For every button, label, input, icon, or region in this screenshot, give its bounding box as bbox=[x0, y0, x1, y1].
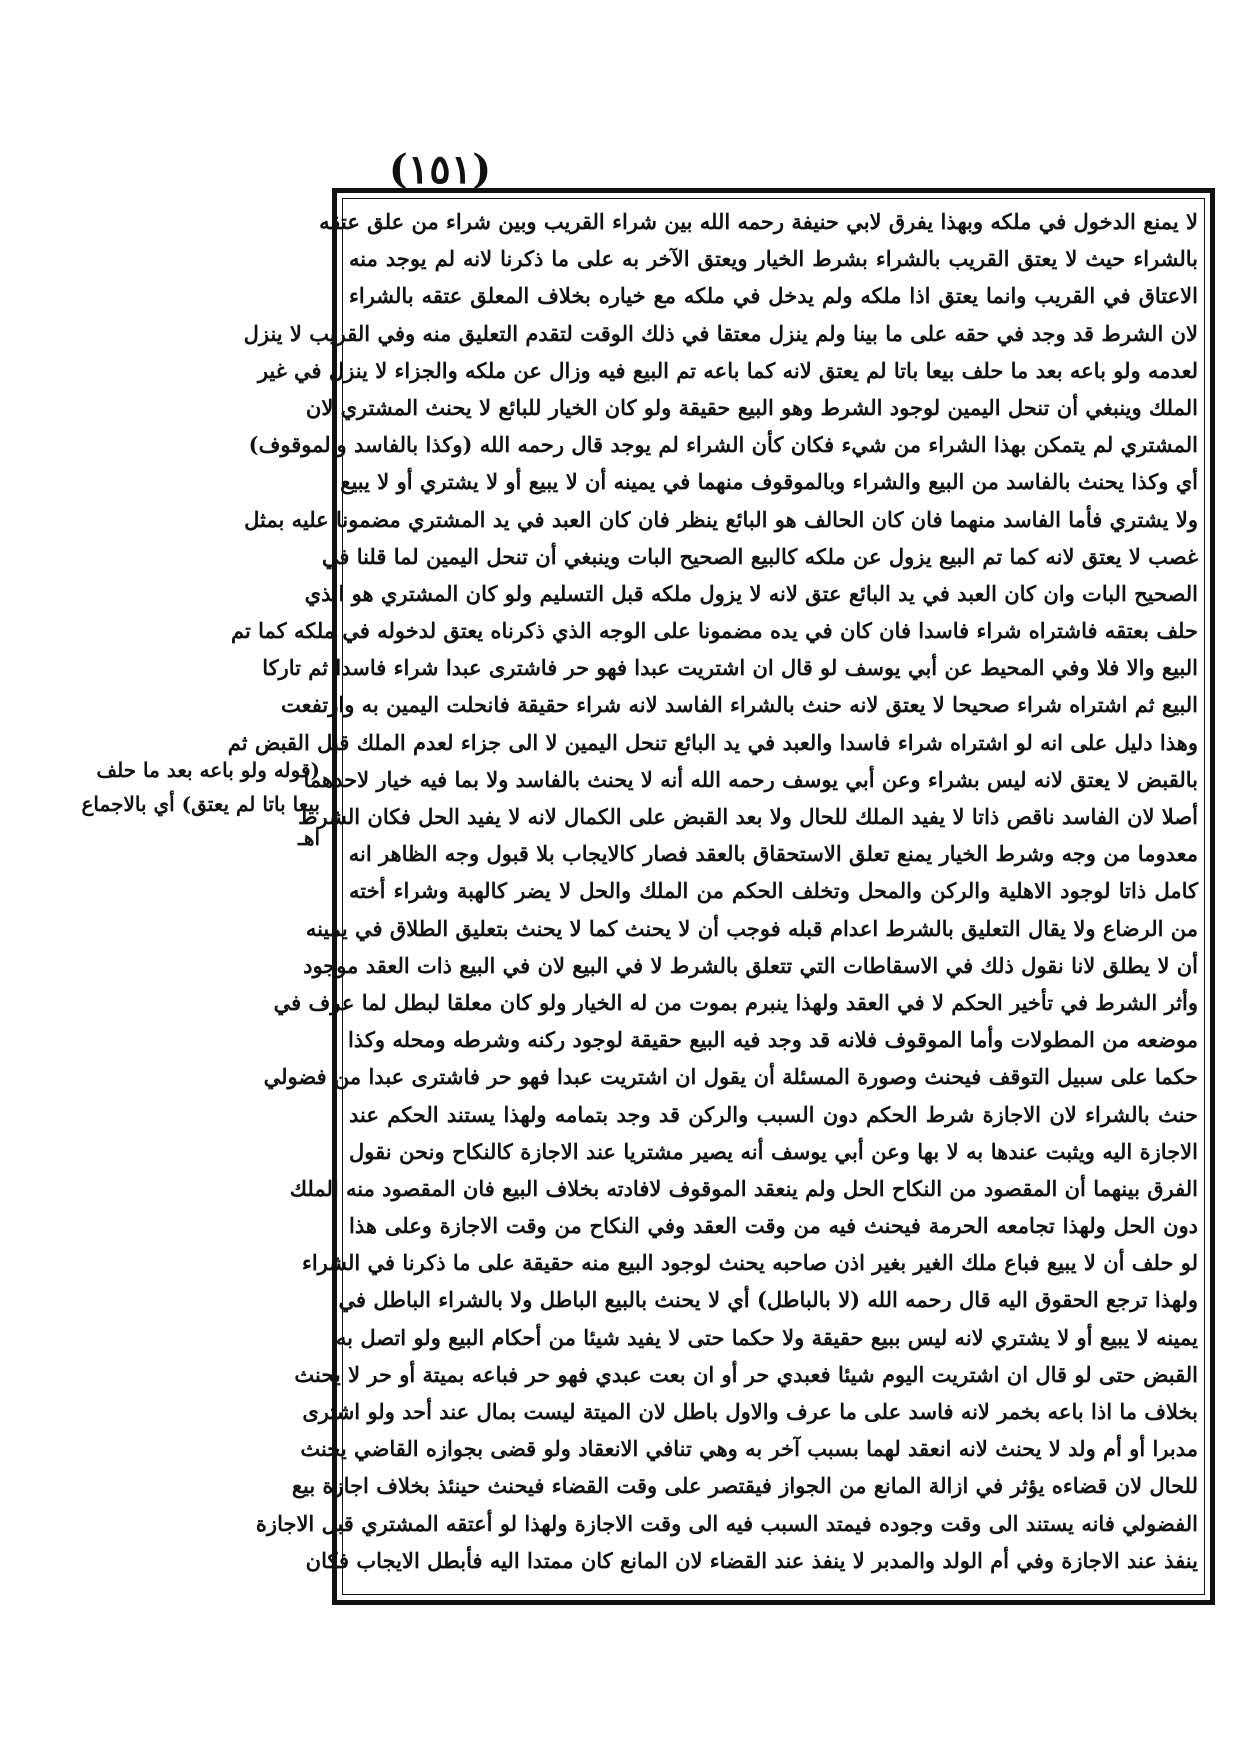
text-line: أصلا لان الفاسد ناقص ذاتا لا يفيد الملك للحال ولا بعد القبض على الكمال لانه لا يفيد الحل فكان الشرط bbox=[298, 804, 1198, 829]
text-line: بخلاف ما اذا باعه بخمر لانه فاسد على ما عرف والاول باطل لان الميتة ليست بمال عند أحد ولو اشترى bbox=[302, 1399, 1198, 1424]
text-line: معدوما من وجه وشرط الخيار يمنع تعلق الاستحقاق بالعقد فصار كالايجاب بلا قبول وجه الظاهر انه bbox=[348, 841, 1198, 867]
text-line: للحال لان قضاءه يؤثر في ازالة المانع من الجواز فيقتصر على وقت القضاء فيحنث حينئذ بخلاف اجازة بيع bbox=[291, 1473, 1198, 1499]
text-line: البيع ثم اشتراه شراء صحيحا لا يعتق لانه حنث بالشراء الفاسد لانه شراء حقيقة فانحلت اليمين به وارتفعت bbox=[281, 692, 1198, 718]
text-line: البيع والا فلا وفي المحيط عن أبي يوسف لو قال ان اشتريت عبدا فهو حر فاشترى عبدا شراء فاسدا ثم تاركا bbox=[262, 655, 1198, 681]
text-line: لان الشرط قد وجد في حقه على ما بينا ولم ينزل معتقا في ذلك الوقت لتقدم التعليق منه وفي القريب لا ينزل bbox=[243, 320, 1198, 346]
text-line: ينفذ عند الاجازة وفي أم الولد والمدبر لا ينفذ عند القضاء لان المانع كان ممتدا اليه فأبطل الايجاب فكان bbox=[305, 1547, 1198, 1573]
text-line: يمينه لا يبيع أو لا يشتري لانه ليس ببيع حقيقة ولا حكما حتى لا يفيد شيئا من أحكام البيع ولو اتصل به bbox=[335, 1324, 1198, 1350]
text-line: المشتري لم يتمكن بهذا الشراء من شيء فكان كأن الشراء لم يوجد قال رحمه الله (وكذا بالفاسد والموقوف) bbox=[248, 432, 1198, 458]
page-number: (١٥١) bbox=[388, 146, 492, 193]
text-line: كامل ذاتا لوجود الاهلية والركن والمحل وتخلف الحكم من الملك والحل لا يضر كالهبة وشراء أخته bbox=[349, 878, 1198, 904]
text-line: الفرق بينهما أن المقصود من النكاح الحل ولم ينعقد الموقوف لافادته بخلاف البيع فان المقصود منه الملك bbox=[289, 1175, 1198, 1201]
margin-note bbox=[81, 753, 320, 855]
text-line: أن لا يطلق لانا نقول ذلك في الاسقاطات التي تتعلق بالشرط لا في البيع لان في البيع ذات العقد موجود bbox=[303, 952, 1198, 978]
text-line: مدبرا أو أم ولد لا يحنث لانه انعقد لهما بسبب آخر به وهي تنافي الانعقاد ولو قضى بجوازه القاضي يحنث bbox=[300, 1436, 1198, 1462]
text-line: أي وكذا يحنث بالفاسد من البيع والشراء وبالموقوف منهما في يمينه أن لا يبيع أو لا يشتري أو لا يبيع bbox=[340, 469, 1198, 495]
text-line: ولا يشتري فأما الفاسد منهما فان كان الحالف هو البائع ينظر فان كان العبد في يد المشتري مضمونا عليه بمثل bbox=[244, 506, 1198, 532]
text-line: الملك وينبغي أن تنحل اليمين لوجود الشرط وهو البيع حقيقة ولو كان الخيار للبائع لا يحنث المشتري لان bbox=[305, 394, 1198, 420]
text-line: الاعتاق في القريب وانما يعتق اذا ملكه ولم يدخل في ملكه مع خياره بخلاف المعلق عتقه بالشراء bbox=[349, 283, 1198, 309]
text-line: حلف بعتقه فاشتراه شراء فاسدا فان كان في يده مضمونا على الوجه الذي ذكرناه يعتق لدخوله في ملكه كما تم bbox=[230, 618, 1198, 644]
text-line: القبض حتى لو قال ان اشتريت اليوم شيئا فعبدي حر أو ان بعت عبدي فهو حر فباعه بميتة أو حر لا يحنث bbox=[294, 1361, 1198, 1387]
text-line: من الرضاع ولا يقال التعليق بالشرط اعدام قبله فوجب أن لا يحنث كما لا يحنث بتعليق الطلاق في يمينه bbox=[305, 915, 1198, 941]
margin-note-line: (قوله ولو باعه بعد ما حلف bbox=[96, 758, 320, 782]
text-line: حكما على سبيل التوقف فيحنث وصورة المسئلة أن يقول ان اشتريت عبدا فهو حر فاشترى عبدا من فضولي bbox=[263, 1064, 1198, 1090]
text-line: لعدمه ولو باعه بعد ما حلف بيعا باتا لم يعتق لانه كما باعه تم البيع فيه وزال عن ملكه والجزاء لا ينزل في غير bbox=[257, 357, 1198, 383]
text-line: لا يمنع الدخول في ملكه وبهذا يفرق لابي حنيفة رحمه الله بين شراء القريب وبين شراء من علق عتقه bbox=[319, 209, 1198, 234]
text-line: بالشراء حيث لا يعتق القريب بالشراء بشرط الخيار ويعتق الآخر به على ما ذكرنا لانه لم يوجد منه bbox=[349, 246, 1198, 272]
text-line: غصب لا يعتق لانه كما تم البيع يزول عن ملكه كالبيع الصحيح البات وينبغي أن تنحل اليمين لما قلنا في bbox=[321, 543, 1198, 569]
text-line: لو حلف أن لا يبيع فباع ملك الغير بغير اذن صاحبه يحنث لوجود البيع منه حقيقة على ما ذكرنا في الشراء bbox=[301, 1250, 1198, 1276]
text-line: الصحيح البات وان كان العبد في يد البائع عتق لانه لا يزول ملكه قبل التسليم ولو كان المشتري هو الذي bbox=[304, 580, 1198, 606]
text-line: دون الحل ولهذا تجامعه الحرمة فيحنث فيه من وقت العقد وفي النكاح من وقت الاجازة وعلى هذا bbox=[349, 1213, 1198, 1239]
text-line: ولهذا ترجع الحقوق اليه قال رحمه الله (لا بالباطل) أي لا يحنث بالبيع الباطل ولا بالشراء الباطل في bbox=[338, 1287, 1198, 1313]
margin-note-line: اهـ bbox=[298, 826, 320, 850]
text-line: حنث بالشراء لان الاجازة شرط الحكم دون السبب والركن قد وجد بتمامه ولهذا يستند الحكم عند bbox=[349, 1101, 1198, 1127]
text-line: وأثر الشرط في تأخير الحكم لا في العقد ولهذا ينبرم بموت من له الخيار ولو كان معلقا لبطل لما عرف في bbox=[273, 989, 1198, 1015]
text-line: بالقبض لا يعتق لانه ليس بشراء وعن أبي يوسف رحمه الله أنه لا يحنث بالفاسد ولا بما فيه خيار لاحدهما bbox=[303, 766, 1198, 792]
margin-note-line: بيعا باتا لم يعتق) أي بالاجماع bbox=[81, 792, 320, 816]
text-line: موضعه من المطولات وأما الموقوف فلانه قد وجد فيه البيع حقيقة لوجود ركنه وشرطه ومحله وكذا bbox=[348, 1027, 1198, 1053]
text-line: الاجازة اليه ويثبت عندها به لا بها وعن أبي يوسف أنه يصير مشتريا عند الاجازة كالنكاح ونحن نقول bbox=[349, 1138, 1198, 1164]
text-line: وهذا دليل على انه لو اشتراه شراء فاسدا والعبد في يد البائع تنحل اليمين لا الى جزاء لعدم الملك قبل القبض ثم bbox=[227, 729, 1198, 755]
text-line: الفضولي فانه يستند الى وقت وجوده فيمتد السبب فيه الى وقت الاجازة ولهذا لو أعتقه المشتري قبل الاجازة bbox=[255, 1510, 1198, 1536]
